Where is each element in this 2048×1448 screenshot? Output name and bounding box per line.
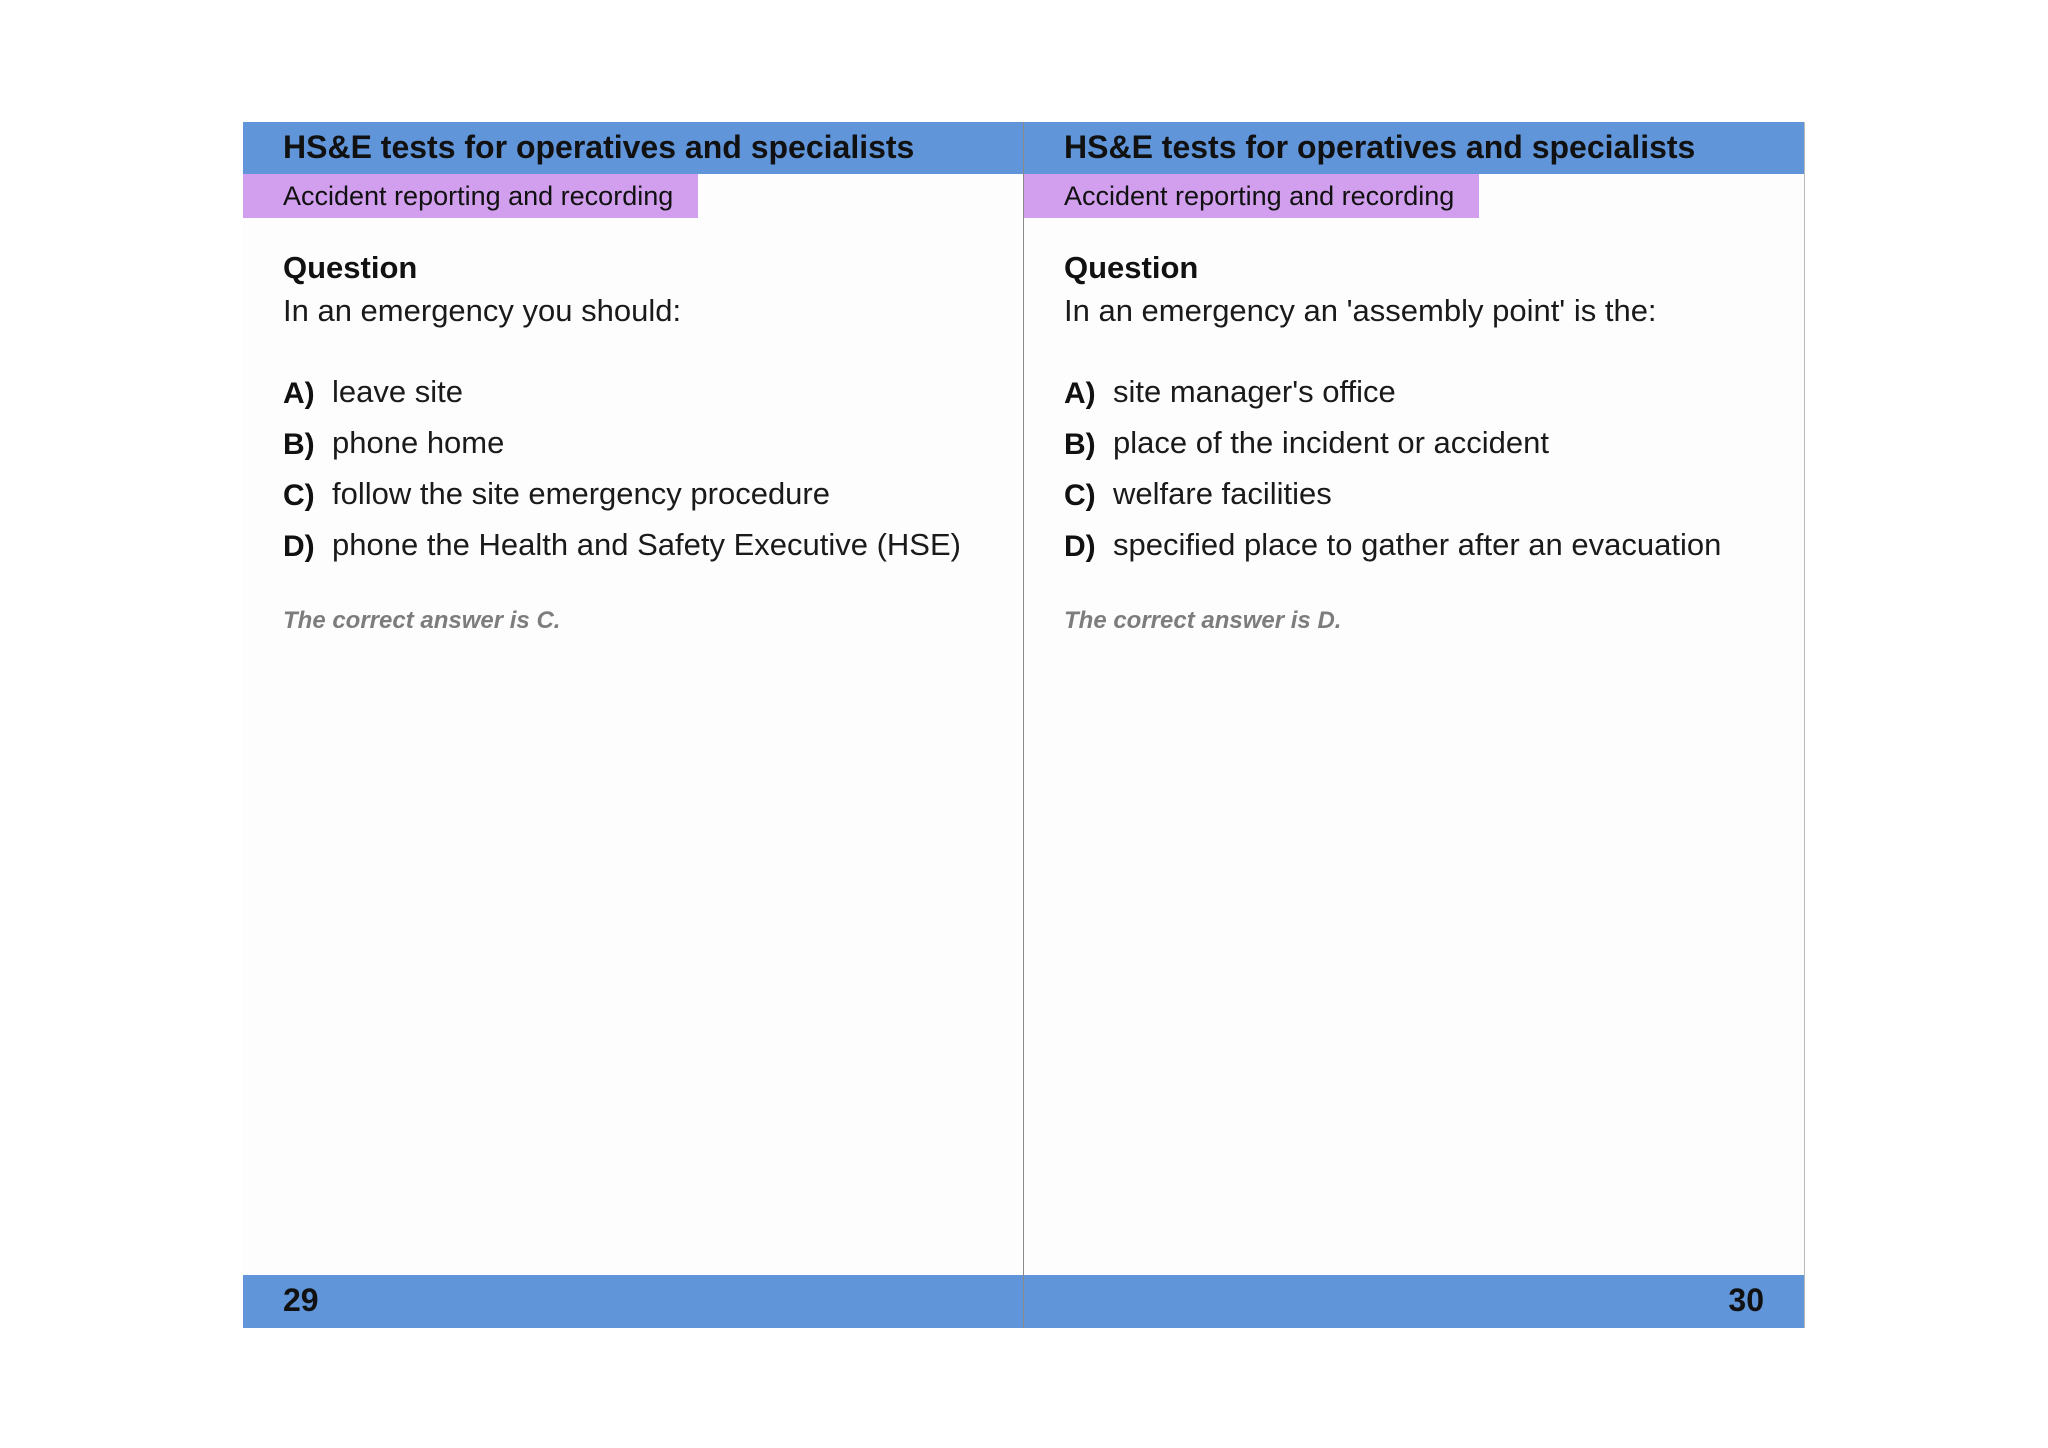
footer-bar (243, 1275, 1023, 1328)
option-text: phone home (332, 425, 505, 460)
option-text: place of the incident or accident (1113, 425, 1549, 460)
question-text: In an emergency you should: (283, 293, 682, 328)
header-bar (1024, 122, 1804, 174)
option-a (283, 374, 961, 425)
option-a (1064, 374, 1721, 425)
option-letter: D) (1064, 530, 1096, 563)
topic-label: Accident reporting and recording (1064, 181, 1455, 211)
header-bar (243, 122, 1023, 174)
option-text: welfare facilities (1113, 476, 1332, 511)
correct-answer: The correct answer is D. (1064, 607, 1342, 634)
option-b (1064, 425, 1721, 476)
topic-tag (243, 174, 698, 218)
option-b (283, 425, 961, 476)
footer-bar (1024, 1275, 1804, 1328)
answer-options (283, 374, 961, 578)
option-letter: B) (1064, 428, 1096, 461)
option-text: leave site (332, 374, 463, 409)
option-d (283, 527, 961, 578)
topic-tag (1024, 174, 1479, 218)
option-letter: B) (283, 428, 315, 461)
option-text: follow the site emergency procedure (332, 476, 830, 511)
option-letter: D) (283, 530, 315, 563)
page-right (1024, 122, 1805, 1328)
option-letter: A) (1064, 377, 1096, 410)
header-title: HS&E tests for operatives and specialists (1064, 129, 1696, 165)
book-spread (243, 122, 1805, 1328)
page-number: 29 (283, 1282, 319, 1318)
question-text: In an emergency an 'assembly point' is the: (1064, 293, 1657, 328)
topic-label: Accident reporting and recording (283, 181, 674, 211)
option-c (283, 476, 961, 527)
correct-answer: The correct answer is C. (283, 607, 561, 634)
option-letter: C) (283, 479, 315, 512)
page-number: 30 (1728, 1282, 1764, 1318)
option-text: specified place to gather after an evacuation (1113, 527, 1722, 562)
option-letter: A) (283, 377, 315, 410)
question-heading: Question (283, 250, 418, 285)
option-text: phone the Health and Safety Executive (HSE) (332, 527, 961, 562)
question-heading: Question (1064, 250, 1199, 285)
answer-options (1064, 374, 1721, 578)
option-text: site manager's office (1113, 374, 1396, 409)
page-left (243, 122, 1023, 1328)
header-title: HS&E tests for operatives and specialists (283, 129, 915, 165)
option-d (1064, 527, 1721, 578)
option-letter: C) (1064, 479, 1096, 512)
option-c (1064, 476, 1721, 527)
